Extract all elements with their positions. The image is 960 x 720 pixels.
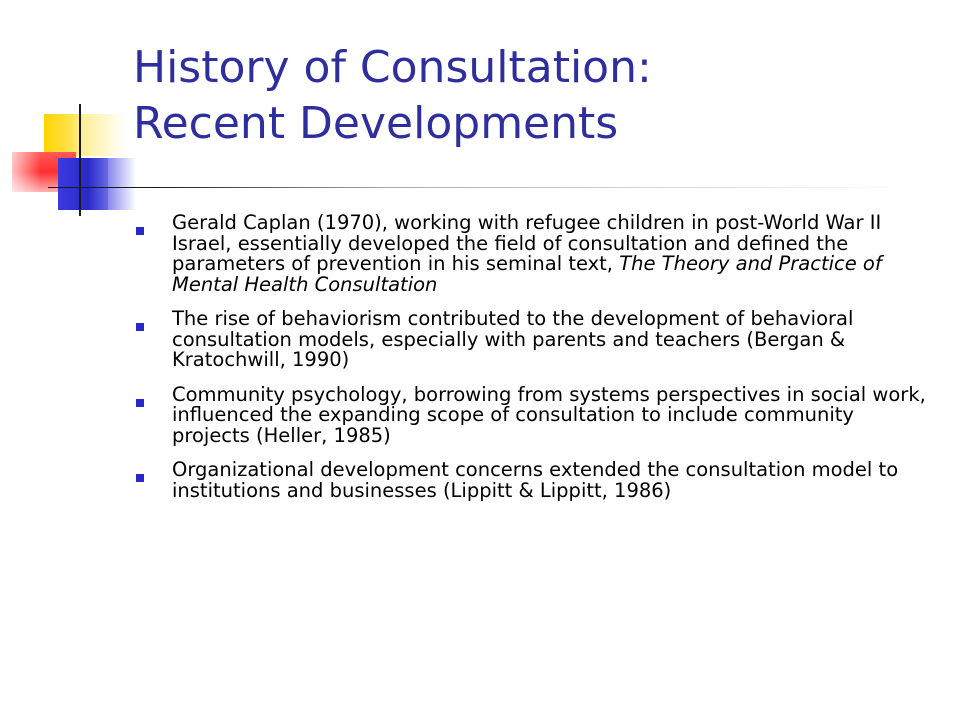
bullet-text: The rise of behaviorism contributed to the development of behavioral consultation models, especially with parents and teachers (Bergan & Kratochwill, 1990) — [172, 307, 854, 371]
bullet-square-icon — [136, 323, 144, 331]
bullet-square-icon — [136, 399, 144, 407]
blue-square — [58, 158, 108, 210]
yellow-square-fade — [86, 114, 126, 156]
bullet-item-behaviorism — [133, 309, 933, 371]
blue-square-fade — [108, 158, 136, 210]
bullet-square-icon — [136, 474, 144, 482]
slide-title-line-1: History of Consultation: — [133, 42, 652, 93]
bullet-item-community-psychology — [133, 382, 933, 447]
bullet-square-icon — [136, 227, 144, 235]
slide-title — [133, 40, 913, 152]
bullet-list — [133, 213, 933, 515]
title-underline-rule — [48, 187, 908, 188]
bullet-book-title: The Theory and Practice of Mental Health Consultation — [172, 252, 882, 296]
slide-title-line-2: Recent Developments — [133, 98, 619, 149]
bullet-text: Organizational development concerns extended the consultation model to institutions and businesses (Lippitt & Lippitt, 1986) — [172, 458, 899, 502]
bullet-text: Gerald Caplan (1970), working with refugee children in post-World War II Israel, essentially developed the field of consultation and defined the parameters of prevention in his seminal text, — [172, 211, 882, 275]
vertical-rule — [79, 104, 81, 216]
bullet-item-caplan — [133, 213, 933, 295]
bullet-text: Community psychology, borrowing from systems perspectives in social work, influenced the expanding scope of consultation to include community projects (Heller, 1985) — [172, 382, 926, 447]
bullet-item-organizational-development — [133, 460, 933, 501]
